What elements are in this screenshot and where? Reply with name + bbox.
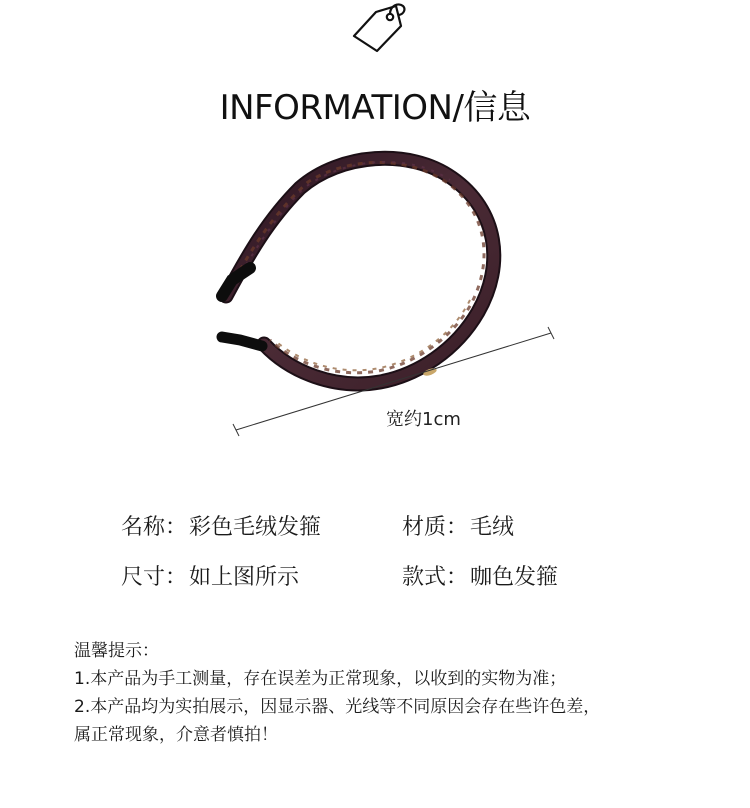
notice-line-2: 2.本产品均为实拍展示，因显示器、光线等不同原因会存在些许色差， <box>74 697 601 717</box>
spec-material-label: 材质： <box>402 515 469 540</box>
notice-heading: 温馨提示： <box>74 641 159 661</box>
notice-block <box>74 637 734 749</box>
spec-material-value: 毛绒 <box>470 515 515 540</box>
spec-material <box>402 510 514 541</box>
headband-photo <box>200 145 580 445</box>
notice-line-3: 属正常现象，介意者慎拍！ <box>74 725 278 745</box>
spec-name-value: 彩色毛绒发箍 <box>189 515 322 540</box>
spec-style <box>402 560 558 591</box>
spec-name-label: 名称： <box>121 515 188 540</box>
spec-style-label: 款式： <box>402 565 469 590</box>
notice-line-1: 1.本产品为手工测量，存在误差为正常现象，以收到的实物为准； <box>74 669 567 689</box>
spec-style-value: 咖色发箍 <box>470 565 559 590</box>
page-title: INFORMATION/信息 <box>219 88 531 128</box>
width-measure-label: 宽约1cm <box>386 409 461 430</box>
spec-name <box>121 510 321 541</box>
price-tag-icon <box>346 0 406 58</box>
spec-size-label: 尺寸： <box>121 565 188 590</box>
spec-size <box>121 560 299 591</box>
spec-size-value: 如上图所示 <box>189 565 300 590</box>
